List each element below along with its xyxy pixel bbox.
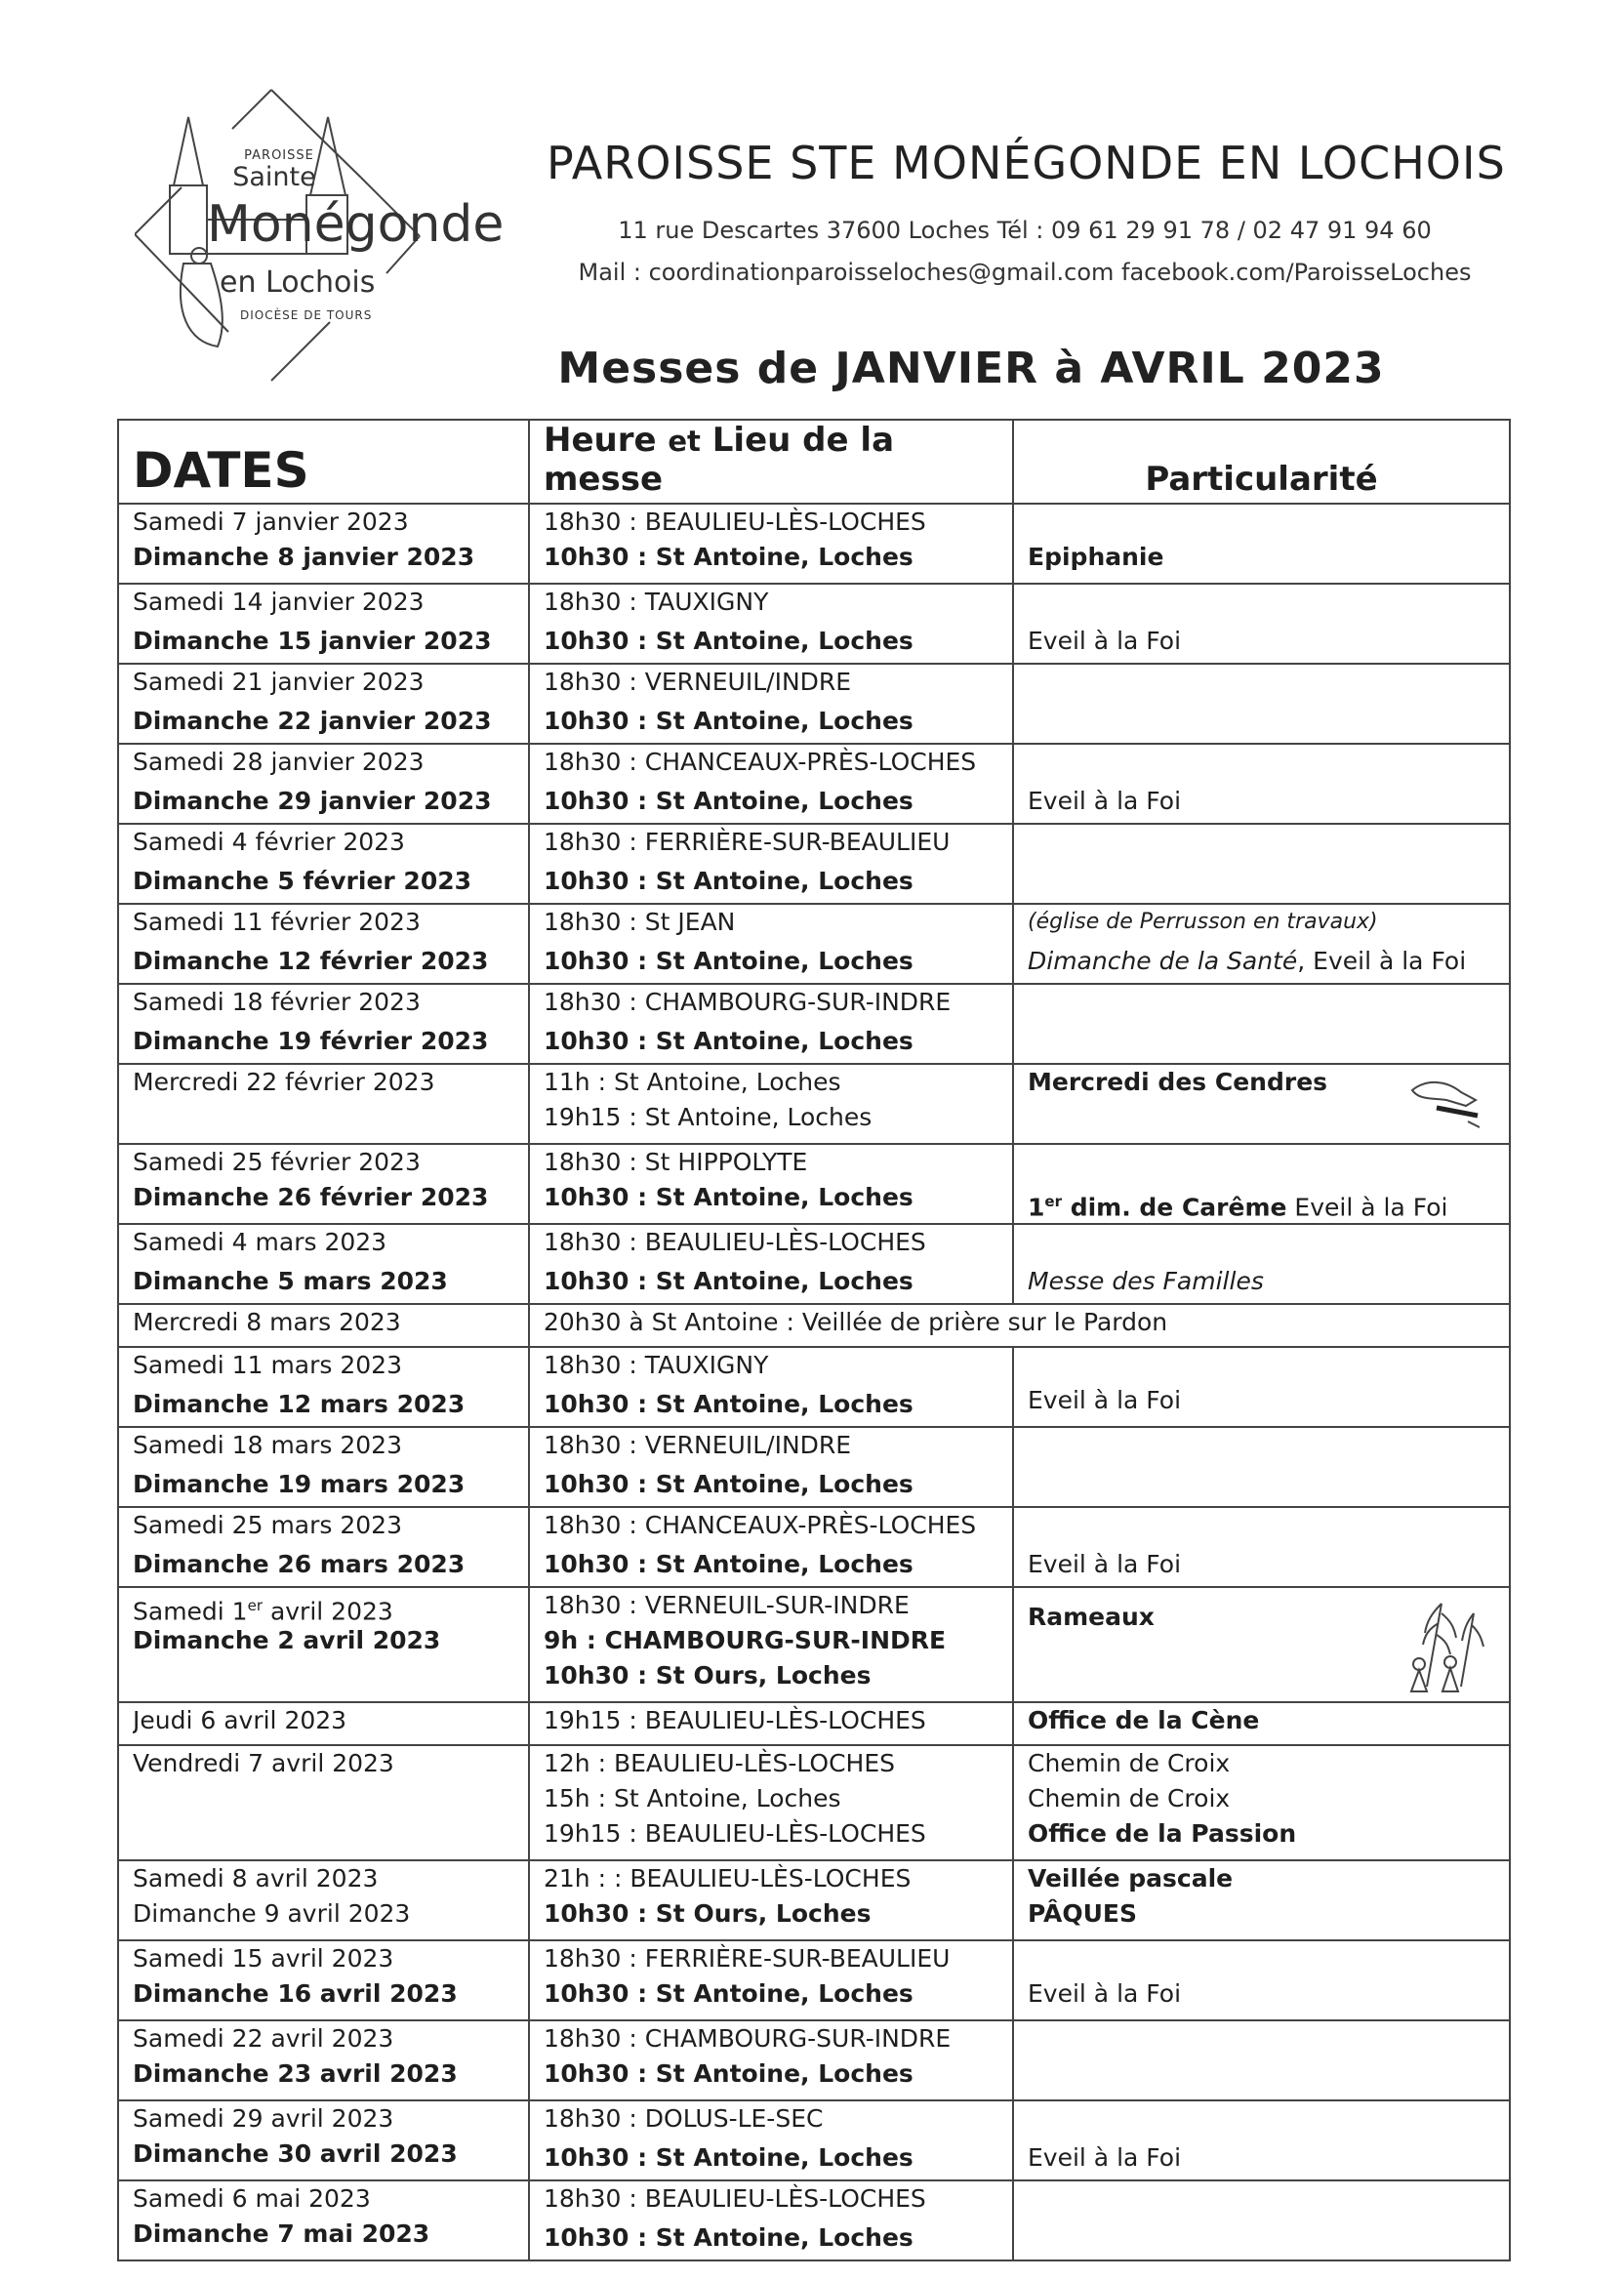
date-sunday: Dimanche 12 mars 2023 [133,1390,466,1418]
date-sunday: Dimanche 19 mars 2023 [133,1470,466,1498]
date-sunday: Dimanche 29 janvier 2023 [133,787,492,815]
note-line-2: Eveil à la Foi [1028,1979,1182,2008]
date-wednesday: Mercredi 22 février 2023 [133,1068,435,1096]
mass-sunday: 10h30 : St Antoine, Loches [544,1027,914,1055]
mass-sunday: 10h30 : St Antoine, Loches [544,2223,914,2252]
table-row [118,2100,1510,2180]
table-row [118,1064,1510,1144]
contact-mail-line: Mail : coordinationparoisseloches@gmail.com facebook.com/ParoisseLoches [578,259,1472,286]
note-line-2: Eveil à la Foi [1028,1386,1182,1414]
note-ordinal-sup: er [1044,1193,1062,1210]
date-saturday: Samedi 4 mars 2023 [133,1228,387,1256]
table-row [118,904,1510,984]
mass-sunday: 10h30 : St Antoine, Loches [544,787,914,815]
date-saturday: Samedi 18 février 2023 [133,988,421,1016]
note-passion: Office de la Passion [1028,1819,1297,1848]
date-sunday: Dimanche 22 janvier 2023 [133,707,492,735]
note-line-2 [1028,1184,1495,1219]
note-line-2: Eveil à la Foi [1028,1550,1182,1578]
service-evening: 19h15 : BEAULIEU-LÈS-LOCHES [544,1819,926,1848]
mass-saturday: 18h30 : CHAMBOURG-SUR-INDRE [544,988,952,1016]
header-lieu: Lieu de la messe [544,421,895,499]
date-sunday: Dimanche 26 février 2023 [133,1183,489,1211]
mass-schedule-table [117,419,1511,2261]
mass-evening: 19h15 : St Antoine, Loches [544,1103,873,1131]
date-saturday-part1: Samedi 1 [133,1597,248,1623]
table-row [118,1507,1510,1587]
mass-saturday: 18h30 : BEAULIEU-LÈS-LOCHES [544,508,926,536]
date-sunday: Dimanche 12 février 2023 [133,947,489,975]
date-saturday: Samedi 6 mai 2023 [133,2184,371,2213]
date-saturday: Samedi 18 mars 2023 [133,1431,402,1459]
table-row [118,1745,1510,1860]
mass-saturday: 18h30 : FERRIÈRE-SUR-BEAULIEU [544,1944,951,1973]
date-saturday: Samedi 29 avril 2023 [133,2104,394,2133]
date-sunday: Dimanche 26 mars 2023 [133,1550,466,1578]
date-saturday [133,1588,514,1623]
date-sunday: Dimanche 15 janvier 2023 [133,627,492,655]
table-row [118,504,1510,584]
note-line-2: Eveil à la Foi [1028,627,1182,655]
mass-sunday: 10h30 : St Antoine, Loches [544,1183,914,1211]
note-cene: Office de la Cène [1028,1706,1260,1734]
document-title: Messes de JANVIER à AVRIL 2023 [557,344,1385,393]
date-saturday-part2: avril 2023 [263,1597,393,1623]
mass-saturday: 18h30 : DOLUS-LE-SEC [544,2104,824,2133]
date-saturday: Samedi 25 février 2023 [133,1148,421,1176]
table-row [118,744,1510,824]
date-sunday: Dimanche 19 février 2023 [133,1027,489,1055]
logo-text-diocese: DIOCÈSE DE TOURS [240,308,373,322]
mass-sunday: 10h30 : St Antoine, Loches [544,1390,914,1418]
date-sunday: Dimanche 30 avril 2023 [133,2139,458,2168]
mass-saturday: 18h30 : BEAULIEU-LÈS-LOCHES [544,2184,926,2213]
date-saturday: Samedi 25 mars 2023 [133,1511,402,1539]
mass-saturday: 18h30 : CHAMBOURG-SUR-INDRE [544,2024,952,2053]
table-row [118,1224,1510,1304]
note-line-1 [1028,1941,1495,1976]
header-heure-lieu [529,420,1013,504]
note-line-2: Epiphanie [1028,543,1164,571]
table-row [118,584,1510,664]
logo-text-paroisse: PAROISSE [244,148,314,163]
date-saturday-sup: er [247,1597,263,1614]
mass-sunday: 10h30 : St Antoine, Loches [544,2059,914,2088]
mass-sunday: 10h30 : St Antoine, Loches [544,1267,914,1295]
mass-saturday: 18h30 : St JEAN [544,908,736,936]
date-saturday: Samedi 21 janvier 2023 [133,668,425,696]
table-row [118,1304,1510,1347]
date-saturday: Samedi 22 avril 2023 [133,2024,394,2053]
date-sunday: Dimanche 8 janvier 2023 [133,543,475,571]
mass-sunday: 10h30 : St Antoine, Loches [544,707,914,735]
mass-saturday: 18h30 : BEAULIEU-LÈS-LOCHES [544,1228,926,1256]
table-row [118,2020,1510,2100]
mass-sunday: 10h30 : St Ours, Loches [544,1661,872,1690]
service-noon: 12h : BEAULIEU-LÈS-LOCHES [544,1749,895,1777]
address-line: 11 rue Descartes 37600 Loches Tél : 09 61 29 91 78 / 02 47 91 94 60 [618,217,1432,244]
date-saturday: Samedi 28 janvier 2023 [133,748,425,776]
date-saturday: Samedi 11 février 2023 [133,908,421,936]
mass-sunday-early: 9h : CHAMBOURG-SUR-INDRE [544,1626,947,1654]
mass-sunday: 10h30 : St Antoine, Loches [544,1979,914,2008]
note-line-2: Eveil à la Foi [1028,2143,1182,2172]
note-sante: Dimanche de la Santé [1028,947,1298,975]
table-row [118,1347,1510,1427]
palm-procession-icon [1398,1594,1485,1697]
table-row [118,1427,1510,1507]
date-sunday: Dimanche 2 avril 2023 [133,1626,441,1654]
mass-saturday: 18h30 : CHANCEAUX-PRÈS-LOCHES [544,1511,977,1539]
note-line-1 [1028,1508,1495,1543]
mass-sunday: 10h30 : St Antoine, Loches [544,947,914,975]
note-ordinal: 1 [1028,1193,1045,1219]
mass-saturday: 18h30 : CHANCEAUX-PRÈS-LOCHES [544,748,977,776]
note-line-1 [1028,1145,1495,1180]
vigil-prayer-note: 20h30 à St Antoine : Veillée de prière sur le Pardon [544,1308,1168,1336]
mass-saturday: 18h30 : St HIPPOLYTE [544,1148,808,1176]
date-saturday: Samedi 7 janvier 2023 [133,508,409,536]
date-saturday: Samedi 4 février 2023 [133,828,405,856]
table-row [118,664,1510,744]
note-line-2: Eveil à la Foi [1028,787,1182,815]
logo-text-sainte: Sainte [232,162,316,192]
parish-name: PAROISSE STE MONÉGONDE EN LOCHOIS [547,137,1506,189]
table-row [118,984,1510,1064]
date-friday: Vendredi 7 avril 2023 [133,1749,394,1777]
date-sunday: Dimanche 7 mai 2023 [133,2219,430,2248]
table-header-row [118,420,1510,504]
note-eveil: , Eveil à la Foi [1297,947,1467,975]
note-paques: PÂQUES [1028,1899,1138,1928]
date-wednesday: Mercredi 8 mars 2023 [133,1308,401,1336]
date-saturday: Samedi 15 avril 2023 [133,1944,394,1973]
date-sunday: Dimanche 16 avril 2023 [133,1979,458,2008]
note-careme: dim. de Carême [1061,1193,1287,1219]
header-dates: DATES [118,420,529,504]
mass-vigil: 21h : : BEAULIEU-LÈS-LOCHES [544,1864,912,1893]
date-saturday: Samedi 11 mars 2023 [133,1351,402,1379]
mass-sunday: 10h30 : St Antoine, Loches [544,867,914,895]
mass-sunday: 10h30 : St Antoine, Loches [544,1550,914,1578]
service-afternoon: 15h : St Antoine, Loches [544,1784,841,1812]
table-row [118,1144,1510,1224]
note-line-1: (église de Perrusson en travaux) [1028,910,1378,934]
note-line-1 [1028,1225,1495,1260]
date-sunday: Dimanche 23 avril 2023 [133,2059,458,2088]
date-thursday: Jeudi 6 avril 2023 [133,1706,347,1734]
mass-evening: 19h15 : BEAULIEU-LÈS-LOCHES [544,1706,926,1734]
note-eveil: Eveil à la Foi [1286,1193,1448,1219]
date-saturday: Samedi 8 avril 2023 [133,1864,379,1893]
table-row [118,1940,1510,2020]
table-row [118,1587,1510,1702]
date-sunday: Dimanche 5 février 2023 [133,867,472,895]
mass-morning: 11h : St Antoine, Loches [544,1068,841,1096]
mass-sunday: 10h30 : St Ours, Loches [544,1899,872,1928]
mass-saturday: 18h30 : FERRIÈRE-SUR-BEAULIEU [544,828,951,856]
mass-saturday: 18h30 : TAUXIGNY [544,1351,769,1379]
header-et: et [668,425,701,458]
note-chemin-2: Chemin de Croix [1028,1784,1231,1812]
note-line-1 [1028,505,1495,540]
date-sunday: Dimanche 5 mars 2023 [133,1267,448,1295]
header-particularite: Particularité [1013,420,1510,504]
mass-saturday: 18h30 : TAUXIGNY [544,588,769,616]
logo-text-lochois: en Lochois [220,265,376,300]
date-sunday: Dimanche 9 avril 2023 [133,1899,411,1928]
date-saturday: Samedi 14 janvier 2023 [133,588,425,616]
mass-sunday: 10h30 : St Antoine, Loches [544,1470,914,1498]
table-row [118,824,1510,904]
table-row [118,2180,1510,2260]
mass-sunday: 10h30 : St Antoine, Loches [544,543,914,571]
note-line-1 [1028,1348,1495,1383]
note-chemin-1: Chemin de Croix [1028,1749,1231,1777]
note-line-2: Messe des Familles [1028,1267,1264,1295]
note-line-1 [1028,585,1495,620]
note-line-2 [1028,944,1495,979]
table-row [118,1702,1510,1745]
ashes-hand-icon [1407,1071,1485,1133]
table-row [118,1860,1510,1940]
mass-saturday: 18h30 : VERNEUIL/INDRE [544,668,852,696]
note-line-1 [1028,745,1495,780]
note-line-1 [1028,2101,1495,2137]
mass-sunday: 10h30 : St Antoine, Loches [544,2143,914,2172]
mass-sunday: 10h30 : St Antoine, Loches [544,627,914,655]
note-veillee: Veillée pascale [1028,1864,1234,1893]
note-line-1: Mercredi des Cendres [1028,1068,1328,1096]
mass-saturday: 18h30 : VERNEUIL-SUR-INDRE [544,1591,910,1619]
note-rameaux: Rameaux [1028,1603,1155,1631]
logo-text-monegonde: Monégonde [207,195,505,254]
header-heure: Heure [544,421,657,460]
mass-saturday: 18h30 : VERNEUIL/INDRE [544,1431,852,1459]
